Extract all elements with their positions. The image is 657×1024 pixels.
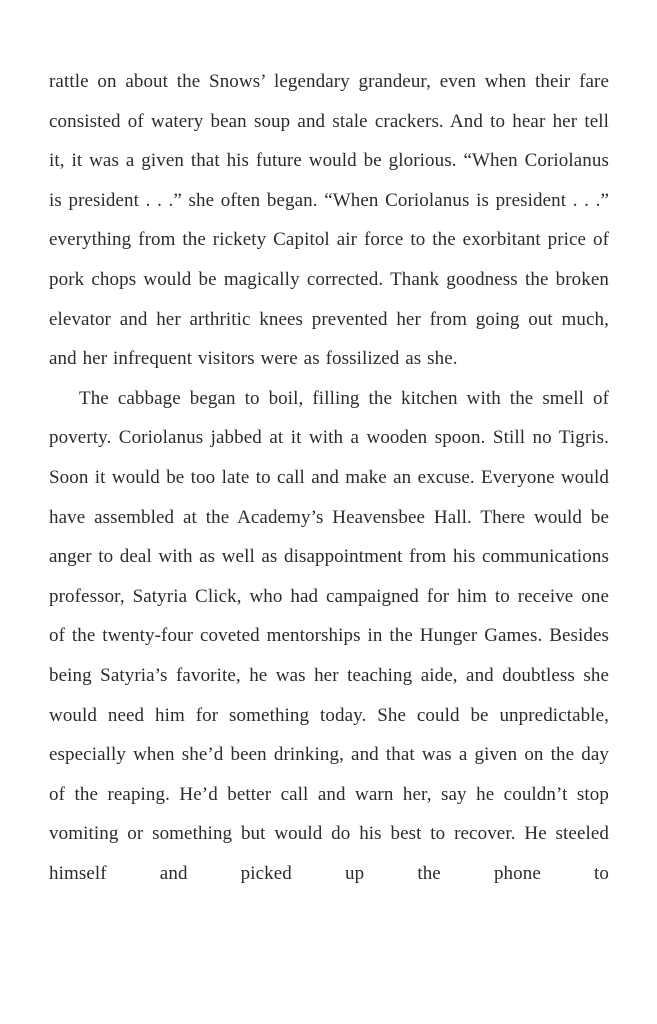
paragraph-continued: rattle on about the Snows’ legendary grandeur, even when their fare consisted of watery bean soup and stale crackers. And to hear her tell it, it was a given that his future would be glorious. “When Coriolanus is president . . .” she often began. “When Coriolanus is president . . .” everything from the rickety Capitol air force to the exorbitant price of pork chops would be magically corrected. Thank goodness the broken elevator and her arthritic knees prevented her from going out much, and her infrequent visitors were as fossilized as she.	[49, 71, 609, 370]
paragraph-new: The cabbage began to boil, filling the kitchen with the smell of poverty. Coriolanus jabbed at it with a wooden spoon. Still no Tigris. Soon it would be too late to call and make an excuse. Everyone would have assembled at the Academy’s Heavensbee Hall. There would be anger to deal with as well as disappointment from his communications professor, Satyria Click, who had campaigned for him to receive one of the twenty-four coveted mentorships in the Hunger Games. Besides being Satyria’s favorite, he was her teaching aide, and doubtless she would need him for something today. She could be unpredictable, especially when she’d been drinking, and that was a given on the day of the reaping. He’d better call and warn her, say he couldn’t stop vomiting or something but would do his best to recover. He steeled himself and picked up the phone to	[49, 387, 609, 884]
